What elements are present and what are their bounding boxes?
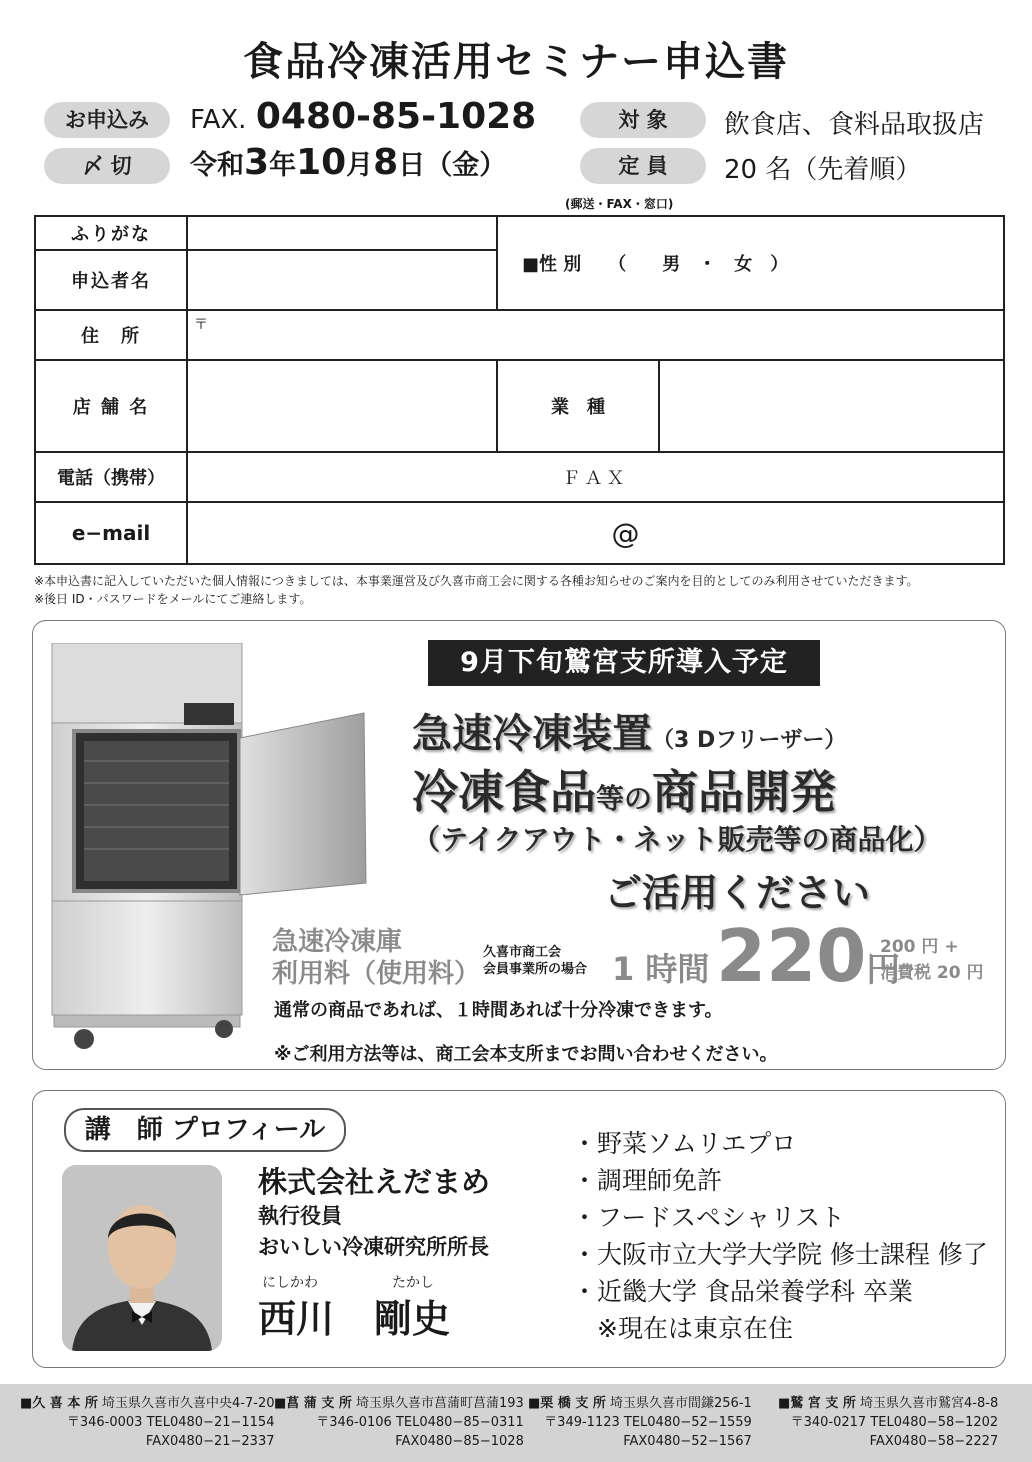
fee-label-line1: 急速冷凍庫 [272, 927, 403, 957]
headline-please-use: ご活用ください [604, 871, 871, 915]
lecturer-name [258, 1288, 450, 1343]
office-washimiya [778, 1394, 998, 1451]
gender-field[interactable] [497, 216, 1004, 310]
deadline-month-unit: 月 [346, 150, 374, 181]
office-fax: FAX0480−21−2337 [145, 1434, 275, 1449]
qualification-item: ・野菜ソムリエプロ [572, 1129, 797, 1158]
ruby-family: にしかわ [262, 1275, 318, 1291]
qualification-item: ・フードスペシャリスト [572, 1203, 846, 1232]
lecturer-portrait-image [62, 1165, 222, 1351]
lecturer-given-name: 剛史 [374, 1297, 451, 1341]
office-fax: FAX0480−85−1028 [395, 1434, 524, 1449]
intro-badge: 9月下旬鷲宮支所導入予定 [428, 640, 820, 686]
fax-prefix: FAX. [190, 105, 247, 135]
headline-frozen-food: 冷凍食品 [412, 765, 596, 819]
deadline-note: (郵送・FAX・窓口) [565, 197, 674, 211]
capacity-label: 定 員 [580, 148, 706, 184]
industry-label: 業 種 [497, 360, 659, 452]
apply-label: お申込み [44, 102, 170, 138]
address-label: 住 所 [35, 310, 187, 360]
page-title: 食品冷凍活用セミナー申込書 [243, 39, 789, 85]
headline-freezer-sub: （3 Dフリーザー） [652, 728, 847, 753]
office-name: ■菖 蒲 支 所 [274, 1396, 352, 1411]
office-tel: 〒346-0106 TEL0480−85−0311 [316, 1415, 524, 1430]
postal-mark: 〒 [194, 317, 208, 333]
office-fax: FAX0480−52−1567 [623, 1434, 752, 1449]
qualification-item: ・調理師免許 [572, 1166, 723, 1195]
fee-amount-line [716, 916, 900, 1010]
deadline-day-unit: 日（金） [398, 150, 507, 181]
office-fax: FAX0480−58−2227 [869, 1434, 999, 1449]
fee-amount: 220 [716, 914, 867, 998]
shop-label: 店 舗 名 [35, 360, 187, 452]
gender-label: ■性 別 （ 男 ・ 女 ） [522, 254, 789, 275]
deadline-value [190, 142, 506, 183]
name-field[interactable] [187, 250, 497, 310]
ruby-given: たかし [392, 1275, 434, 1291]
deadline-day: 8 [373, 142, 399, 183]
lecturer-family-name: 西川 [258, 1297, 335, 1341]
phone-fax-field[interactable] [187, 452, 1004, 502]
fee-breakdown-line2: 消費税 20 円 [880, 963, 984, 983]
lecturer-company: 株式会社えだまめ [258, 1165, 491, 1199]
capacity-value: 20 名（先着順） [724, 155, 922, 185]
lecturer-label: 講 師 プロフィール [64, 1108, 346, 1152]
headline-etc: 等の [596, 782, 653, 815]
fee-breakdown-line1: 200 円 + [880, 937, 959, 957]
headline-development [412, 756, 836, 822]
member-note-line1: 久喜市商工会 [483, 945, 562, 960]
qualification-item: ※現在は東京在住 [572, 1314, 793, 1343]
headline-takeout: （テイクアウト・ネット販売等の商品化） [412, 823, 942, 856]
privacy-note: ※本申込書に記入していただいた個人情報につきましては、本事業運営及び久喜市商工会に関する各種お知らせのご案内を目的としてのみ利用させていただきます。 [34, 574, 919, 588]
office-tel: 〒346-0003 TEL0480−21−1154 [66, 1415, 275, 1430]
contact-note: ※ご利用方法等は、商工会本支所までお問い合わせください。 [274, 1044, 778, 1065]
login-note: ※後日 ID・パスワードをメールにてご連絡します。 [34, 592, 312, 606]
office-tel: 〒340-0217 TEL0480−58−1202 [790, 1415, 999, 1430]
fee-note: 通常の商品であれば、１時間あれば十分冷凍できます。 [274, 1000, 723, 1021]
fee-breakdown [880, 934, 984, 986]
fax-label: ＦＡＸ [562, 468, 629, 489]
deadline-label: 〆 切 [44, 148, 170, 184]
fee-label [272, 926, 480, 990]
freezer-illustration [44, 643, 374, 1053]
name-label: 申込者名 [35, 250, 187, 310]
qualification-item: ・大阪市立大学大学院 修士課程 修了 [572, 1240, 988, 1269]
furigana-field[interactable] [187, 216, 497, 250]
headline-freezer-main: 急速冷凍装置 [412, 711, 652, 757]
office-name: ■栗 橋 支 所 [528, 1396, 606, 1411]
deadline-month: 10 [296, 142, 347, 183]
phone-label: 電話（携帯） [35, 452, 187, 502]
office-kurihashi [528, 1394, 752, 1451]
furigana-label: ふりがな [35, 216, 187, 250]
email-label: e−mail [35, 502, 187, 564]
member-note [483, 944, 587, 978]
fee-yen: 円 [866, 950, 901, 990]
fax-number: 0480-85-1028 [255, 96, 537, 137]
shop-field[interactable] [187, 360, 497, 452]
lecturer-qualifications [572, 1125, 988, 1347]
lecturer-photo [62, 1165, 222, 1351]
office-name: ■鷲 宮 支 所 [778, 1396, 856, 1411]
target-label: 対 象 [580, 102, 706, 138]
email-field[interactable] [187, 502, 1004, 564]
deadline-era: 令和 [190, 150, 244, 181]
qualification-item: ・近畿大学 食品栄養学科 卒業 [572, 1277, 913, 1306]
office-address: 埼玉県久喜市久喜中央4-7-20 [102, 1396, 275, 1411]
at-sign: @ [611, 516, 640, 550]
deadline-year: 3 [244, 142, 270, 183]
application-form [34, 215, 1005, 565]
lecturer-role1: 執行役員 [258, 1204, 342, 1228]
headline-product-dev: 商品開発 [652, 765, 837, 819]
office-kuki [20, 1394, 274, 1451]
industry-field[interactable] [659, 360, 1004, 452]
fee-label-line2: 利用料（使用料） [272, 959, 481, 989]
office-address: 埼玉県久喜市間鎌256-1 [610, 1396, 752, 1411]
address-field[interactable] [187, 310, 1004, 360]
member-note-line2: 会員事業所の場合 [483, 962, 588, 977]
footer-offices [0, 1384, 1032, 1462]
office-address: 埼玉県久喜市鷲宮4-8-8 [860, 1396, 999, 1411]
fee-unit: 1 時間 [612, 950, 710, 988]
headline-freezer [412, 702, 846, 759]
office-tel: 〒349-1123 TEL0480−52−1559 [544, 1415, 752, 1430]
fax-line [190, 96, 536, 137]
target-value: 飲食店、食料品取扱店 [724, 110, 985, 140]
office-shobu [274, 1394, 524, 1451]
deadline-year-unit: 年 [269, 150, 297, 181]
lecturer-role2: おいしい冷凍研究所所長 [258, 1235, 489, 1259]
privacy-notes [34, 572, 919, 608]
office-address: 埼玉県久喜市菖蒲町菖蒲193 [356, 1396, 524, 1411]
office-name: ■久 喜 本 所 [20, 1396, 98, 1411]
